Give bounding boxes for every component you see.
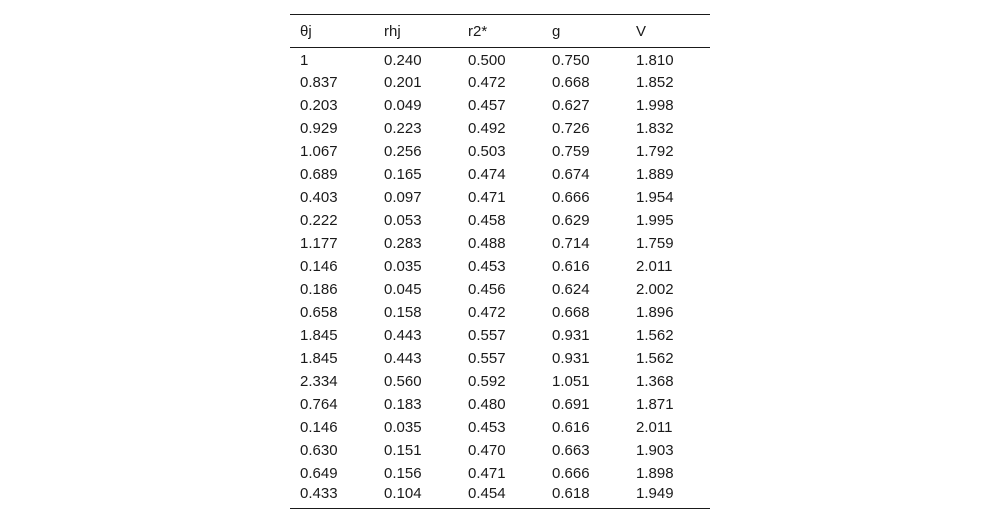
cell-rhj: 0.165 [384, 165, 422, 183]
table-row [290, 117, 710, 140]
cell-v: 1.368 [636, 372, 674, 390]
cell-theta-j: 0.222 [300, 211, 338, 229]
cell-rhj: 0.104 [384, 484, 422, 502]
cell-r2-star: 0.470 [468, 441, 506, 459]
cell-v: 1.852 [636, 73, 674, 91]
cell-r2-star: 0.471 [468, 464, 506, 482]
table-row [290, 140, 710, 163]
cell-rhj: 0.201 [384, 73, 422, 91]
cell-r2-star: 0.472 [468, 73, 506, 91]
table-row [290, 439, 710, 462]
cell-g: 0.618 [552, 484, 590, 502]
cell-rhj: 0.443 [384, 349, 422, 367]
cell-v: 1.759 [636, 234, 674, 252]
cell-g: 0.616 [552, 257, 590, 275]
cell-rhj: 0.049 [384, 96, 422, 114]
cell-theta-j: 0.649 [300, 464, 338, 482]
cell-theta-j: 1.177 [300, 234, 338, 252]
header-row [290, 15, 710, 48]
cell-g: 0.931 [552, 326, 590, 344]
cell-v: 1.562 [636, 326, 674, 344]
cell-g: 0.666 [552, 188, 590, 206]
cell-r2-star: 0.453 [468, 257, 506, 275]
table-row [290, 278, 710, 301]
cell-r2-star: 0.503 [468, 142, 506, 160]
table-row [290, 324, 710, 347]
cell-v: 1.954 [636, 188, 674, 206]
cell-theta-j: 0.630 [300, 441, 338, 459]
cell-r2-star: 0.557 [468, 349, 506, 367]
cell-r2-star: 0.592 [468, 372, 506, 390]
cell-rhj: 0.035 [384, 257, 422, 275]
cell-r2-star: 0.454 [468, 484, 506, 502]
cell-g: 0.750 [552, 52, 590, 70]
cell-g: 0.714 [552, 234, 590, 252]
column-header-r2-star: r2* [468, 22, 488, 40]
cell-v: 1.898 [636, 464, 674, 482]
cell-theta-j: 0.203 [300, 96, 338, 114]
cell-g: 0.624 [552, 280, 590, 298]
cell-rhj: 0.223 [384, 119, 422, 137]
cell-g: 0.629 [552, 211, 590, 229]
cell-r2-star: 0.488 [468, 234, 506, 252]
cell-v: 1.810 [636, 52, 674, 70]
cell-r2-star: 0.471 [468, 188, 506, 206]
cell-r2-star: 0.453 [468, 418, 506, 436]
cell-v: 1.792 [636, 142, 674, 160]
cell-v: 1.949 [636, 484, 674, 502]
cell-theta-j: 0.146 [300, 418, 338, 436]
table-row [290, 255, 710, 278]
cell-v: 1.832 [636, 119, 674, 137]
cell-v: 2.002 [636, 280, 674, 298]
table-row [290, 393, 710, 416]
cell-rhj: 0.097 [384, 188, 422, 206]
table-row [290, 48, 710, 71]
column-header-rhj: rhj [384, 22, 401, 40]
cell-theta-j: 0.689 [300, 165, 338, 183]
table-body [290, 48, 710, 509]
cell-r2-star: 0.458 [468, 211, 506, 229]
cell-theta-j: 0.186 [300, 280, 338, 298]
cell-g: 0.616 [552, 418, 590, 436]
table-row [290, 209, 710, 232]
cell-g: 0.726 [552, 119, 590, 137]
cell-rhj: 0.560 [384, 372, 422, 390]
cell-r2-star: 0.457 [468, 96, 506, 114]
cell-r2-star: 0.557 [468, 326, 506, 344]
cell-g: 1.051 [552, 372, 590, 390]
cell-g: 0.627 [552, 96, 590, 114]
cell-g: 0.691 [552, 395, 590, 413]
cell-g: 0.674 [552, 165, 590, 183]
table-row [290, 416, 710, 439]
cell-theta-j: 0.403 [300, 188, 338, 206]
cell-theta-j: 0.764 [300, 395, 338, 413]
cell-rhj: 0.053 [384, 211, 422, 229]
cell-rhj: 0.045 [384, 280, 422, 298]
column-header-v: V [636, 22, 647, 40]
table-row [290, 186, 710, 209]
cell-theta-j: 2.334 [300, 372, 338, 390]
cell-r2-star: 0.474 [468, 165, 506, 183]
table-row [290, 370, 710, 393]
cell-r2-star: 0.456 [468, 280, 506, 298]
cell-v: 1.562 [636, 349, 674, 367]
cell-v: 1.896 [636, 303, 674, 321]
column-header-theta-j: θj [300, 22, 312, 40]
cell-rhj: 0.256 [384, 142, 422, 160]
cell-g: 0.759 [552, 142, 590, 160]
cell-theta-j: 0.146 [300, 257, 338, 275]
cell-theta-j: 1.845 [300, 349, 338, 367]
cell-r2-star: 0.472 [468, 303, 506, 321]
cell-v: 1.871 [636, 395, 674, 413]
column-header-g: g [552, 22, 561, 40]
cell-v: 1.903 [636, 441, 674, 459]
table-row [290, 485, 710, 509]
cell-theta-j: 0.837 [300, 73, 338, 91]
cell-g: 0.668 [552, 303, 590, 321]
data-table [290, 14, 710, 509]
table-row [290, 462, 710, 485]
table-row [290, 301, 710, 324]
cell-rhj: 0.158 [384, 303, 422, 321]
table-row [290, 163, 710, 186]
table-row [290, 232, 710, 255]
table-row [290, 347, 710, 370]
cell-rhj: 0.151 [384, 441, 422, 459]
cell-theta-j: 0.658 [300, 303, 338, 321]
cell-v: 1.995 [636, 211, 674, 229]
cell-theta-j: 1 [300, 52, 309, 70]
cell-theta-j: 0.929 [300, 119, 338, 137]
cell-v: 2.011 [636, 418, 673, 436]
cell-rhj: 0.283 [384, 234, 422, 252]
cell-r2-star: 0.500 [468, 52, 506, 70]
cell-rhj: 0.035 [384, 418, 422, 436]
cell-rhj: 0.156 [384, 464, 422, 482]
cell-theta-j: 0.433 [300, 484, 338, 502]
cell-g: 0.931 [552, 349, 590, 367]
table-row [290, 94, 710, 117]
table-row [290, 71, 710, 94]
cell-g: 0.666 [552, 464, 590, 482]
cell-rhj: 0.240 [384, 52, 422, 70]
cell-r2-star: 0.480 [468, 395, 506, 413]
cell-g: 0.668 [552, 73, 590, 91]
cell-v: 1.889 [636, 165, 674, 183]
cell-rhj: 0.443 [384, 326, 422, 344]
data-table-container [290, 14, 710, 509]
cell-theta-j: 1.845 [300, 326, 338, 344]
cell-v: 2.011 [636, 257, 673, 275]
cell-v: 1.998 [636, 96, 674, 114]
cell-rhj: 0.183 [384, 395, 422, 413]
cell-g: 0.663 [552, 441, 590, 459]
cell-theta-j: 1.067 [300, 142, 338, 160]
cell-r2-star: 0.492 [468, 119, 506, 137]
table-header [290, 15, 710, 48]
